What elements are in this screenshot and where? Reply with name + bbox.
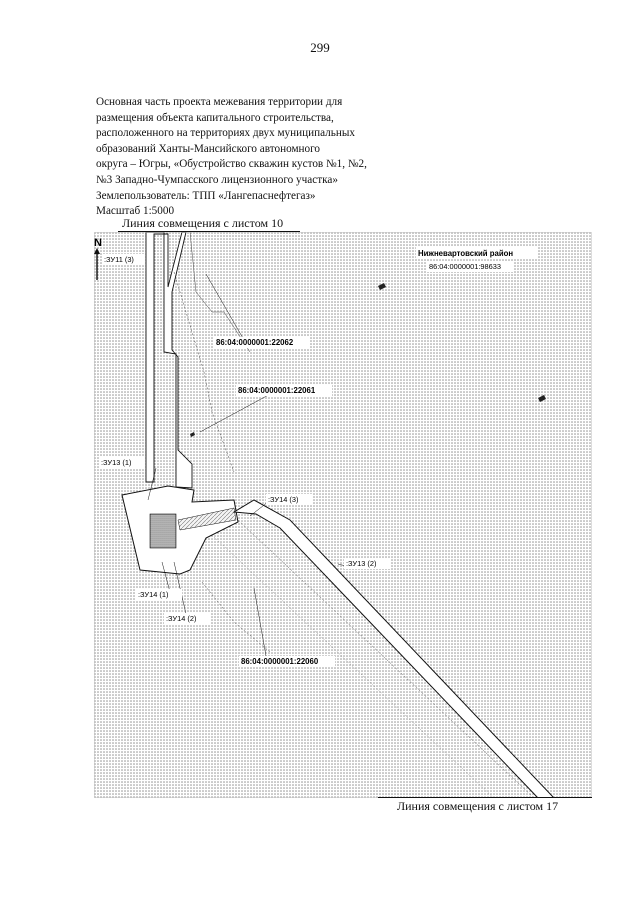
label-zu14-3 bbox=[266, 494, 312, 505]
label-zu11-3 bbox=[102, 254, 144, 265]
north-arrow bbox=[94, 236, 106, 287]
zu14-1-text: :ЗУ14 (1) bbox=[138, 590, 169, 599]
map-canvas bbox=[94, 232, 592, 798]
label-parcel-98633 bbox=[427, 261, 513, 272]
zu13-2-text: :ЗУ13 (2) bbox=[346, 559, 377, 568]
label-zu14-1 bbox=[136, 589, 182, 600]
label-district bbox=[416, 247, 538, 259]
scale-line: Масштаб 1:5000 bbox=[96, 205, 175, 218]
parcel-22061-number: 86:04:0000001:22061 bbox=[238, 386, 316, 395]
zu11-3-text: :ЗУ11 (3) bbox=[104, 255, 134, 264]
header-line: расположенного на территориях двух муниципальных bbox=[96, 127, 355, 140]
parcel-98633-number: 86:04:0000001:98633 bbox=[429, 262, 501, 271]
match-line-top-label: Линия совмещения с листом 10 bbox=[122, 216, 284, 230]
north-label: N bbox=[94, 237, 102, 249]
header-line: округа – Югры, «Обустройство скважин кустов №1, №2, bbox=[96, 158, 367, 171]
label-parcel-22062 bbox=[214, 337, 310, 348]
cadastral-map bbox=[94, 232, 592, 798]
label-zu13-1 bbox=[99, 457, 145, 468]
match-line-bottom bbox=[378, 797, 592, 798]
zu14-3-text: :ЗУ14 (3) bbox=[268, 495, 299, 504]
header-line: размещения объекта капитального строительства, bbox=[96, 111, 334, 124]
header-line: Основная часть проекта межевания территории для bbox=[96, 96, 343, 108]
label-parcel-22060 bbox=[239, 656, 335, 667]
north-arrow-icon bbox=[94, 236, 106, 282]
label-zu13-2 bbox=[344, 558, 390, 569]
header-line: №3 Западно-Чумпасского лицензионного участка» bbox=[96, 173, 338, 186]
zu14-2-text: :ЗУ14 (2) bbox=[166, 614, 197, 623]
pad-building bbox=[150, 514, 176, 548]
land-user-line: Землепользователь: ТПП «Лангепаснефтегаз» bbox=[96, 189, 316, 202]
header-line: образований Ханты-Мансийского автономного bbox=[96, 142, 321, 155]
page-number: 299 bbox=[310, 40, 330, 55]
parcel-22062-number: 86:04:0000001:22062 bbox=[216, 338, 294, 347]
zu13-1-text: :ЗУ13 (1) bbox=[101, 458, 132, 467]
district-name: Нижневартовский район bbox=[418, 249, 514, 258]
label-parcel-22061 bbox=[236, 385, 332, 396]
match-line-bottom-label: Линия совмещения с листом 17 bbox=[397, 799, 559, 813]
document-header bbox=[96, 95, 436, 220]
label-zu14-2 bbox=[164, 613, 210, 624]
parcel-22060-number: 86:04:0000001:22060 bbox=[241, 657, 319, 666]
